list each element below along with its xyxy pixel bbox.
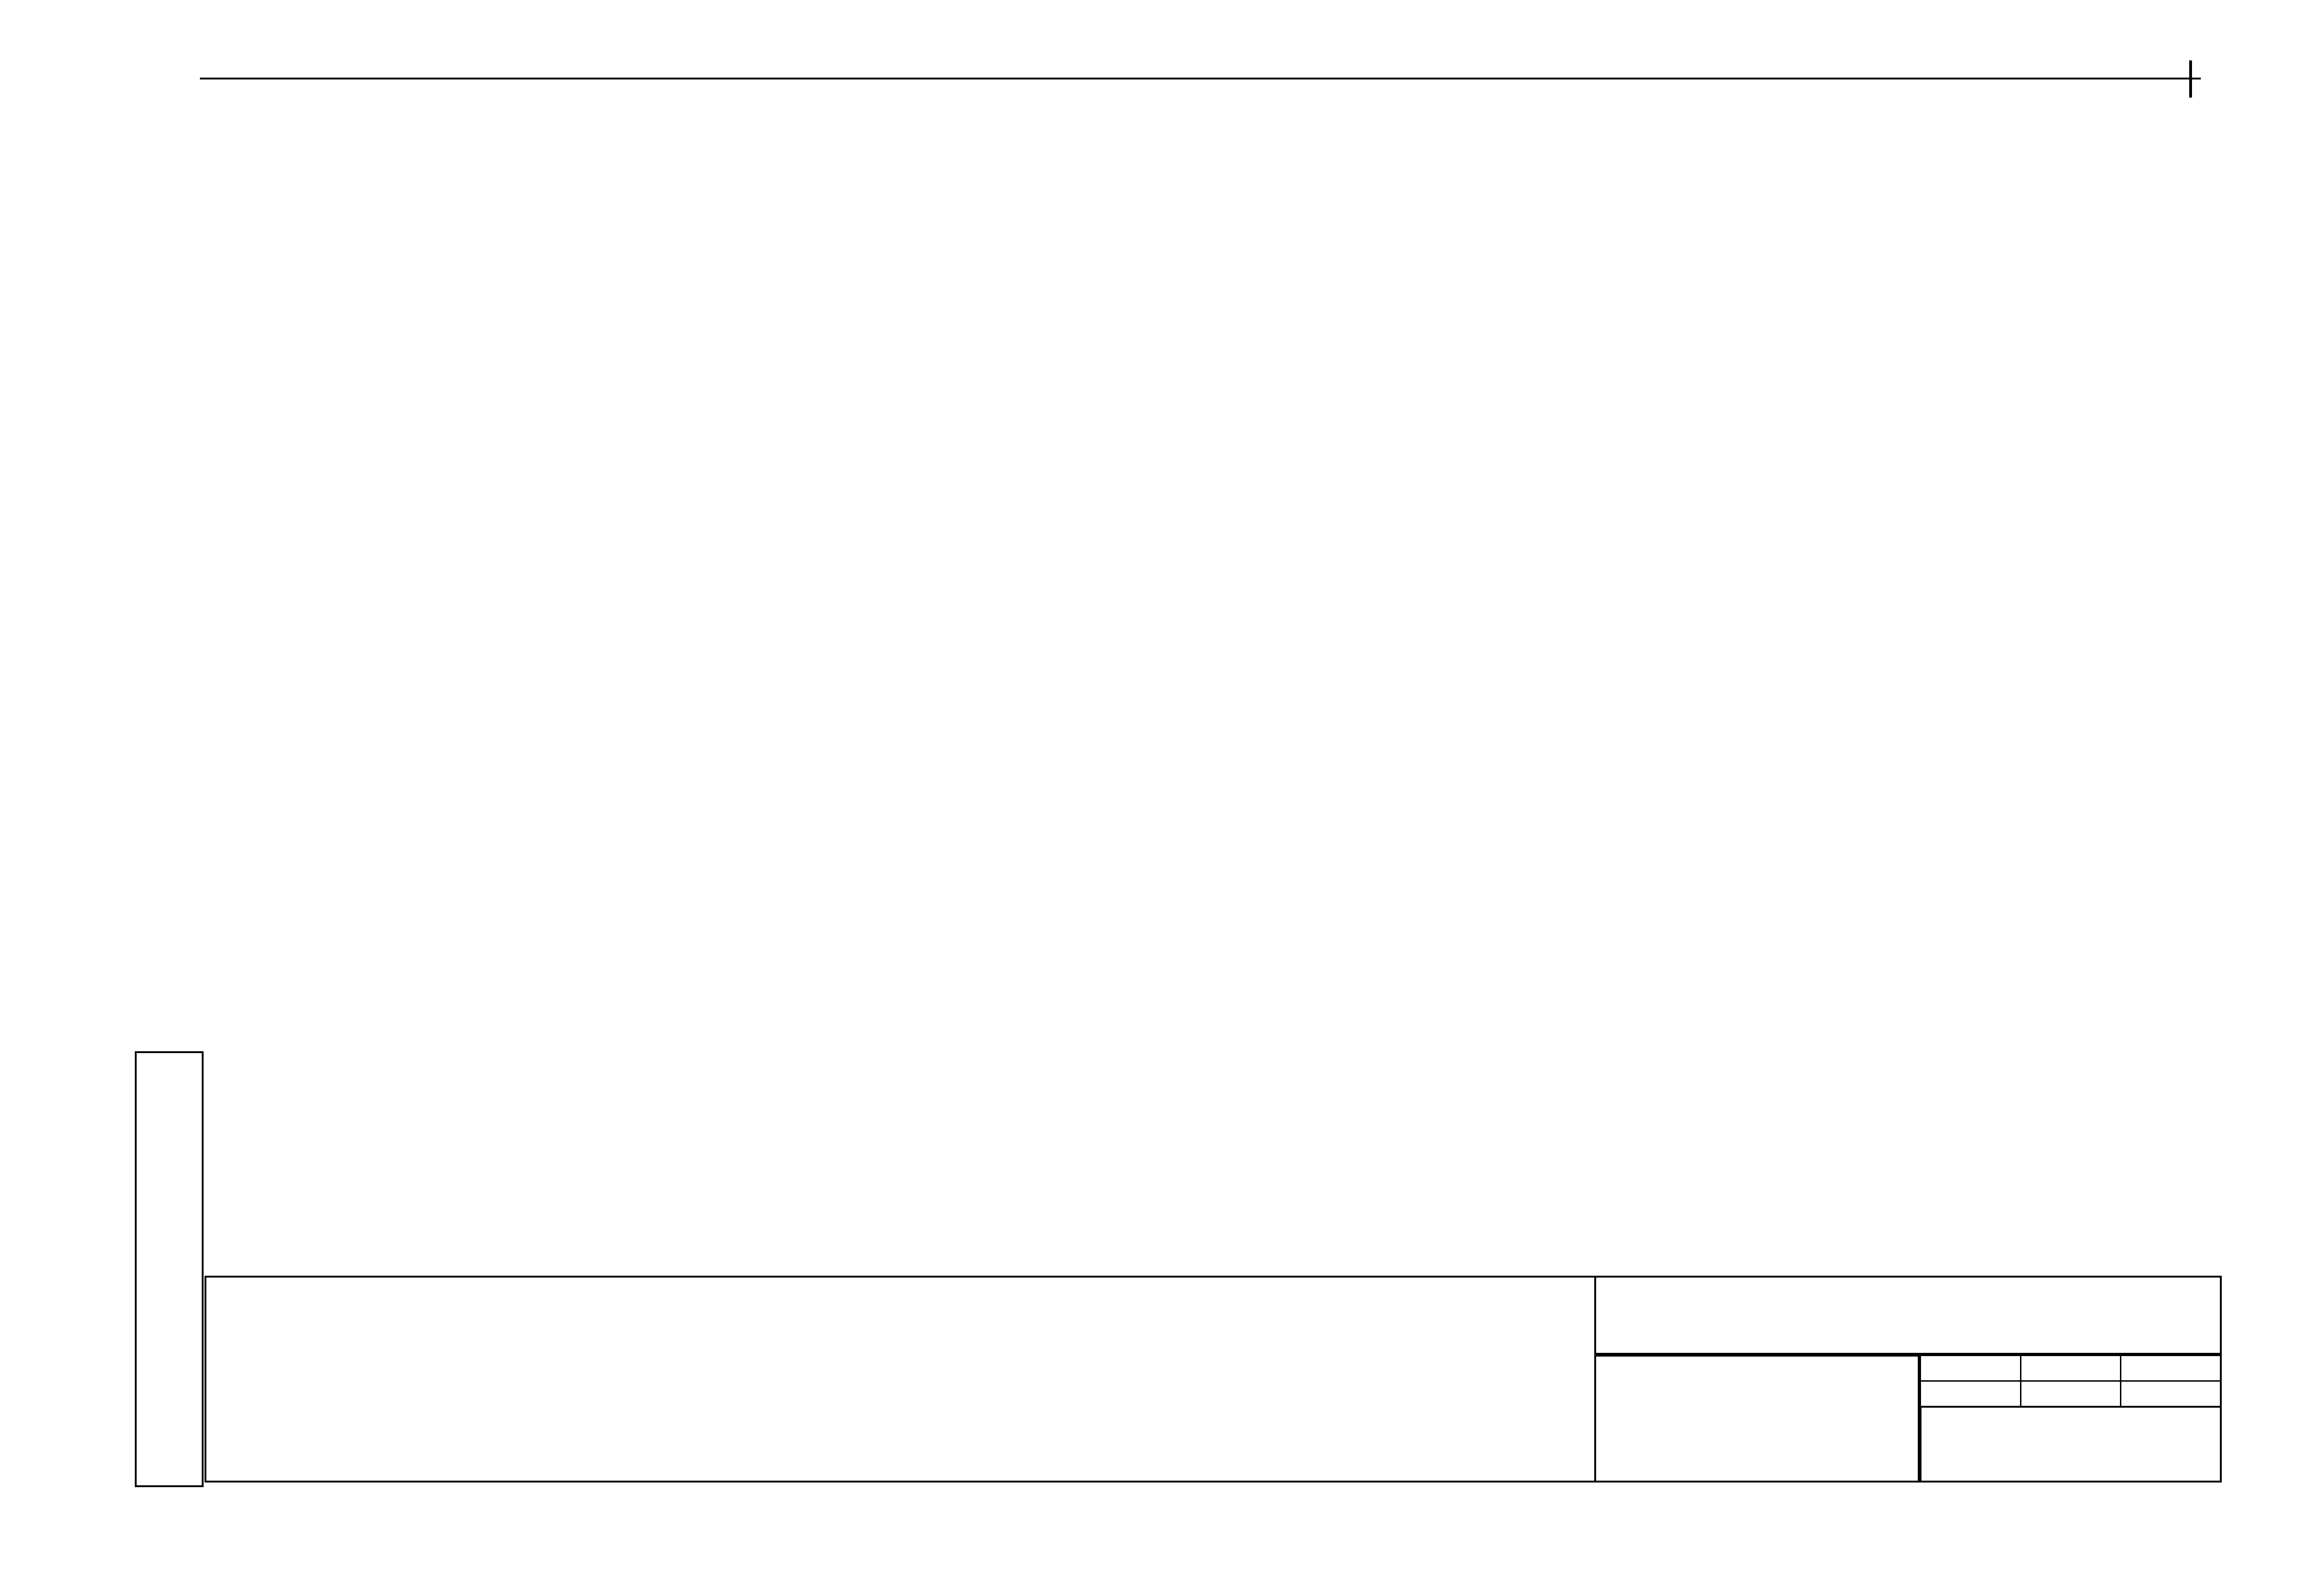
- page-number: [2189, 60, 2253, 98]
- sheets-value: [2121, 1381, 2221, 1407]
- document-number: [1594, 1276, 2222, 1355]
- sheets-label: [2121, 1356, 2221, 1381]
- document-title: [1594, 1355, 1920, 1483]
- organization: [1920, 1406, 2222, 1483]
- stage-label: [1921, 1356, 2021, 1381]
- stage-box: [1920, 1355, 2222, 1406]
- stage-value: [1921, 1381, 2021, 1407]
- side-strip: [135, 1051, 204, 1487]
- sheet-value: [2020, 1381, 2121, 1407]
- sheet-label: [2020, 1356, 2121, 1381]
- top-rule: [200, 78, 2201, 79]
